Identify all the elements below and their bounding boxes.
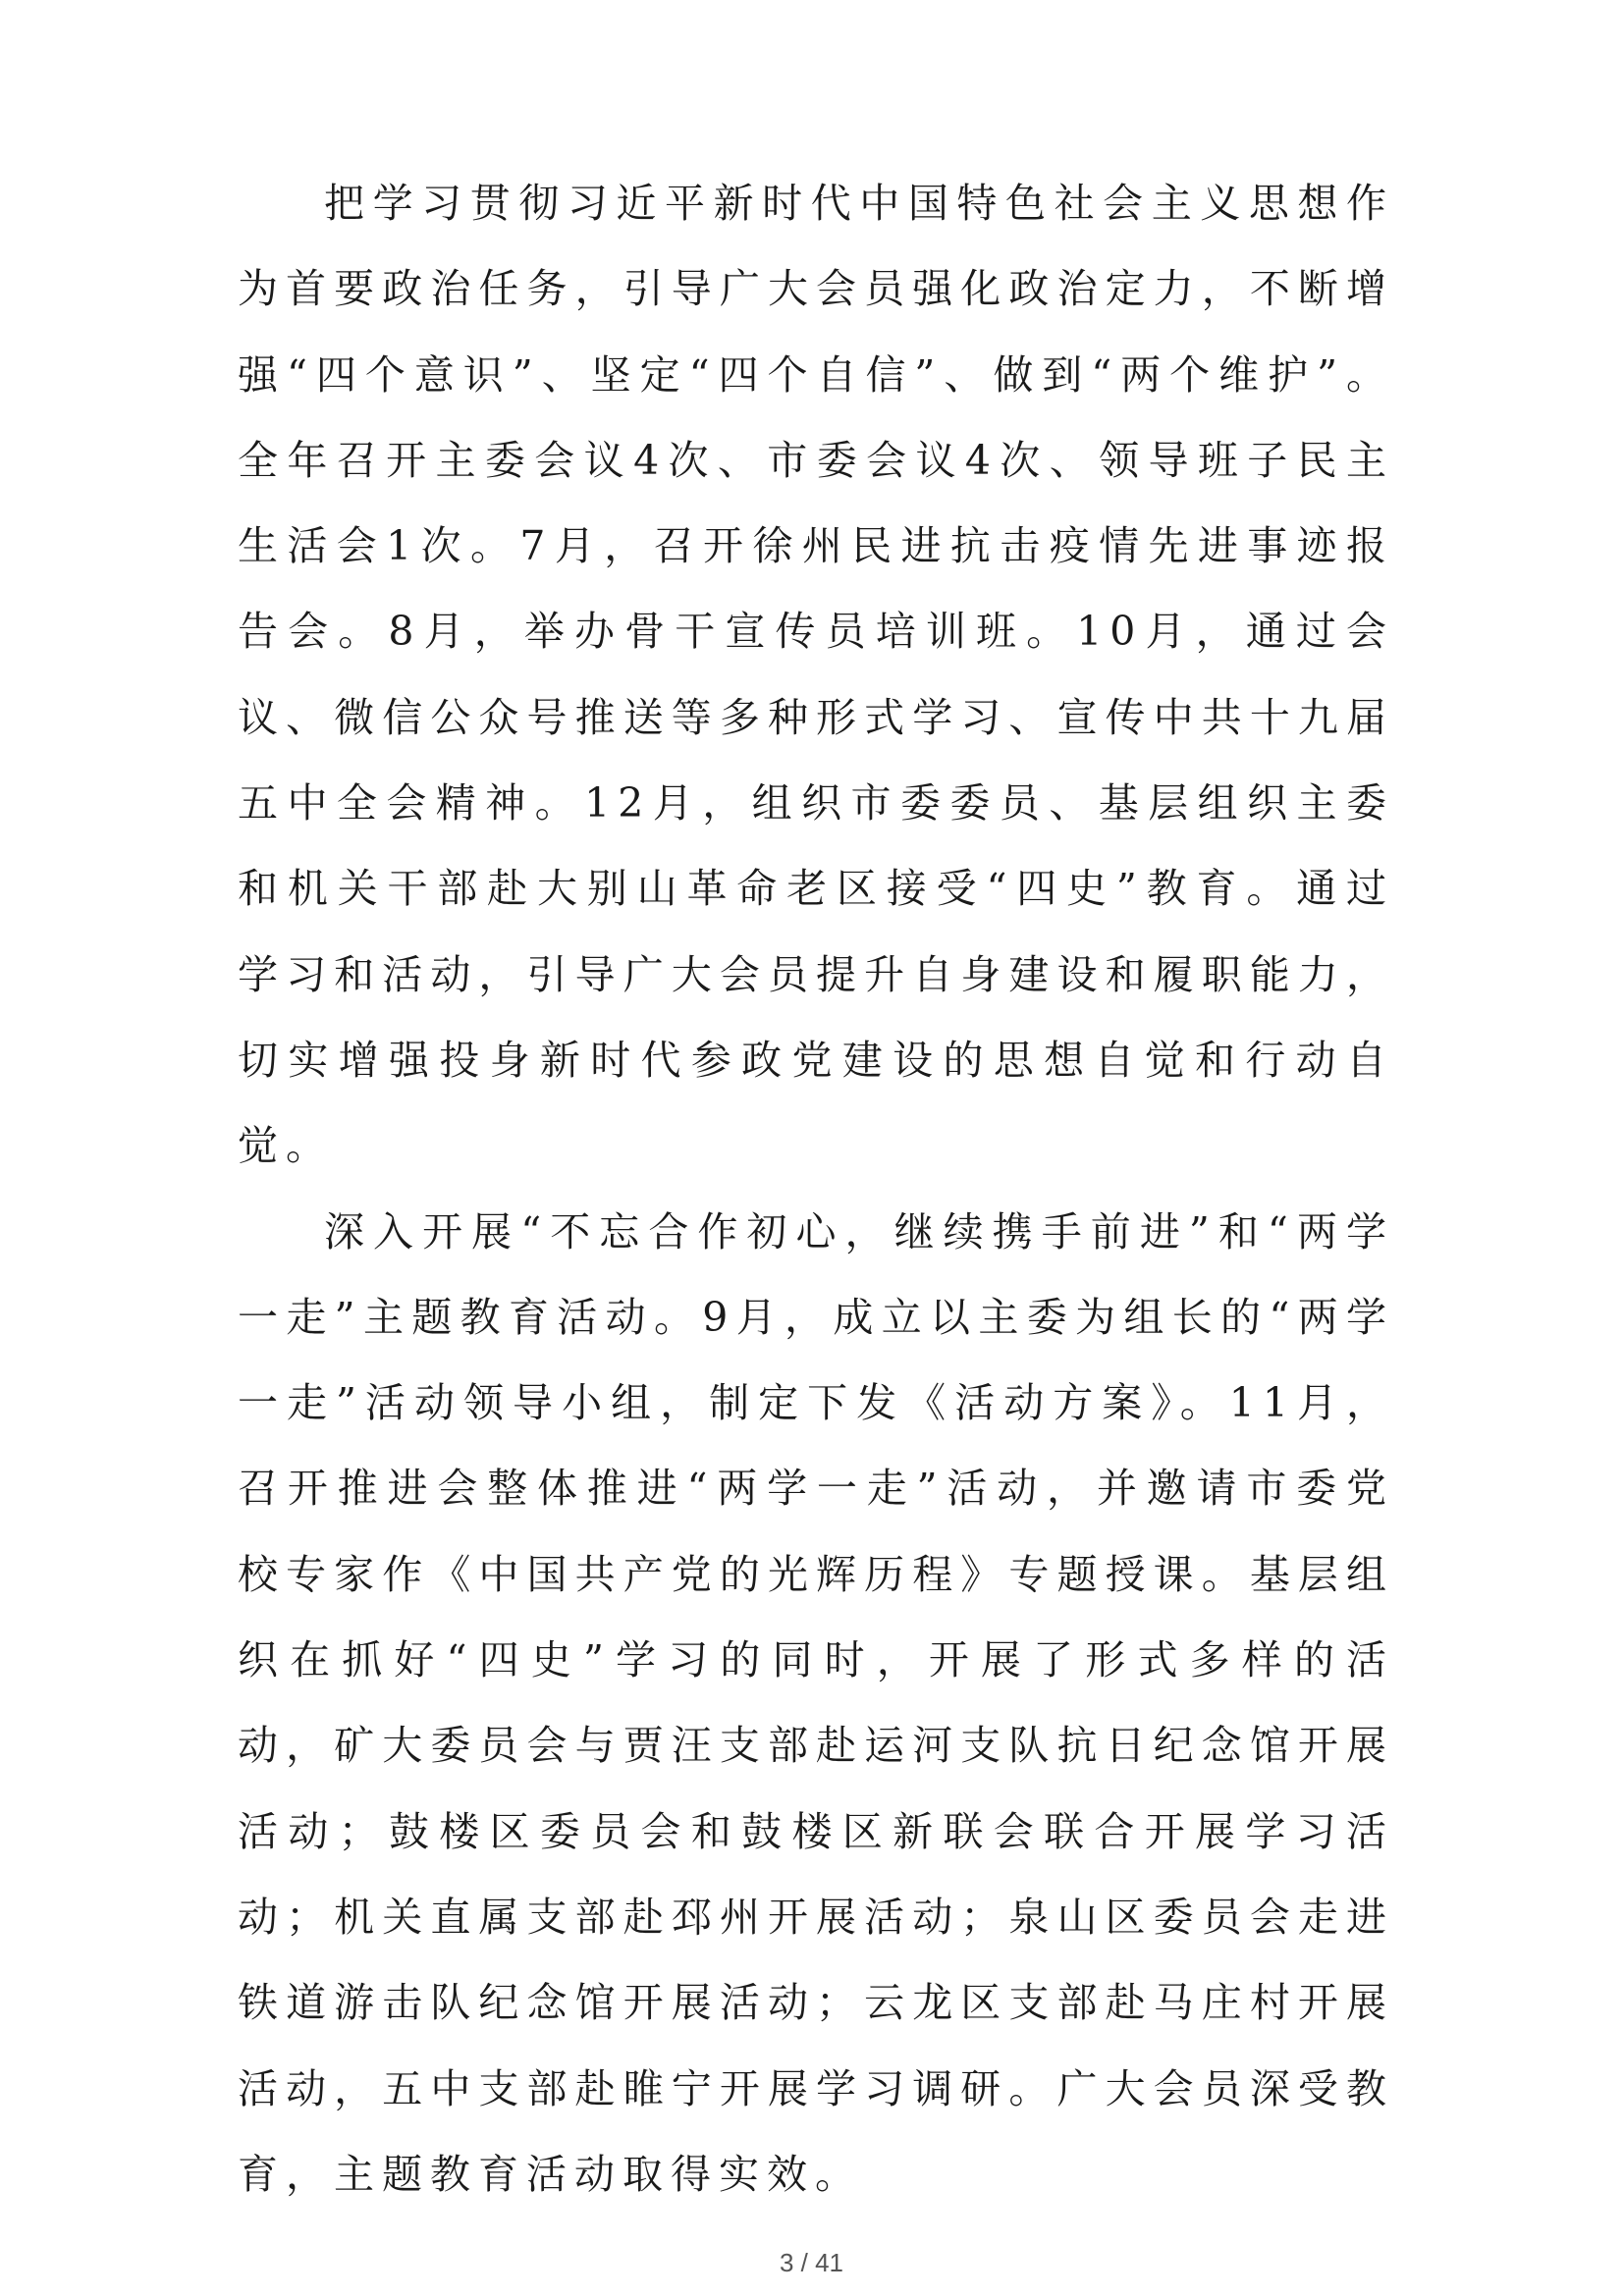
- paragraph-political-study: 把学习贯彻习近平新时代中国特色社会主义思想作为首要政治任务，引导广大会员强化政治定力，不断增强“四个意识”、坚定“四个自信”、做到“两个维护”。全年召开主委会议4次、市委会议4次、领导班子民主生活会1次。7月，召开徐州民进抗击疫情先进事迹报告会。8月，举办骨干宣传员培训班。10月，通过会议、微信公众号推送等多种形式学习、宣传中共十九届五中全会精神。12月，组织市委委员、基层组织主委和机关干部赴大别山革命老区接受“四史”教育。通过学习和活动，引导广大会员提升自身建设和履职能力，切实增强投身新时代参政党建设的思想自觉和行动自觉。: [238, 180, 1394, 1170]
- paragraph-theme-education: 深入开展“不忘合作初心，继续携手前进”和“两学一走”主题教育活动。9月，成立以主委为组长的“两学一走”活动领导小组，制定下发《活动方案》。11月，召开推进会整体推进“两学一走”活动，并邀请市委党校专家作《中国共产党的光辉历程》专题授课。基层组织在抓好“四史”学习的同时，开展了形式多样的活动，矿大委员会与贾汪支部赴运河支队抗日纪念馆开展活动；鼓楼区委员会和鼓楼区新联会联合开展学习活动；机关直属支部赴邳州开展活动；泉山区委员会走进铁道游击队纪念馆开展活动；云龙区支部赴马庄村开展活动，五中支部赴睢宁开展学习调研。广大会员深受教育，主题教育活动取得实效。: [238, 1207, 1394, 2198]
- document-body: [238, 161, 1394, 2217]
- page-number: 3 / 41: [779, 2248, 844, 2277]
